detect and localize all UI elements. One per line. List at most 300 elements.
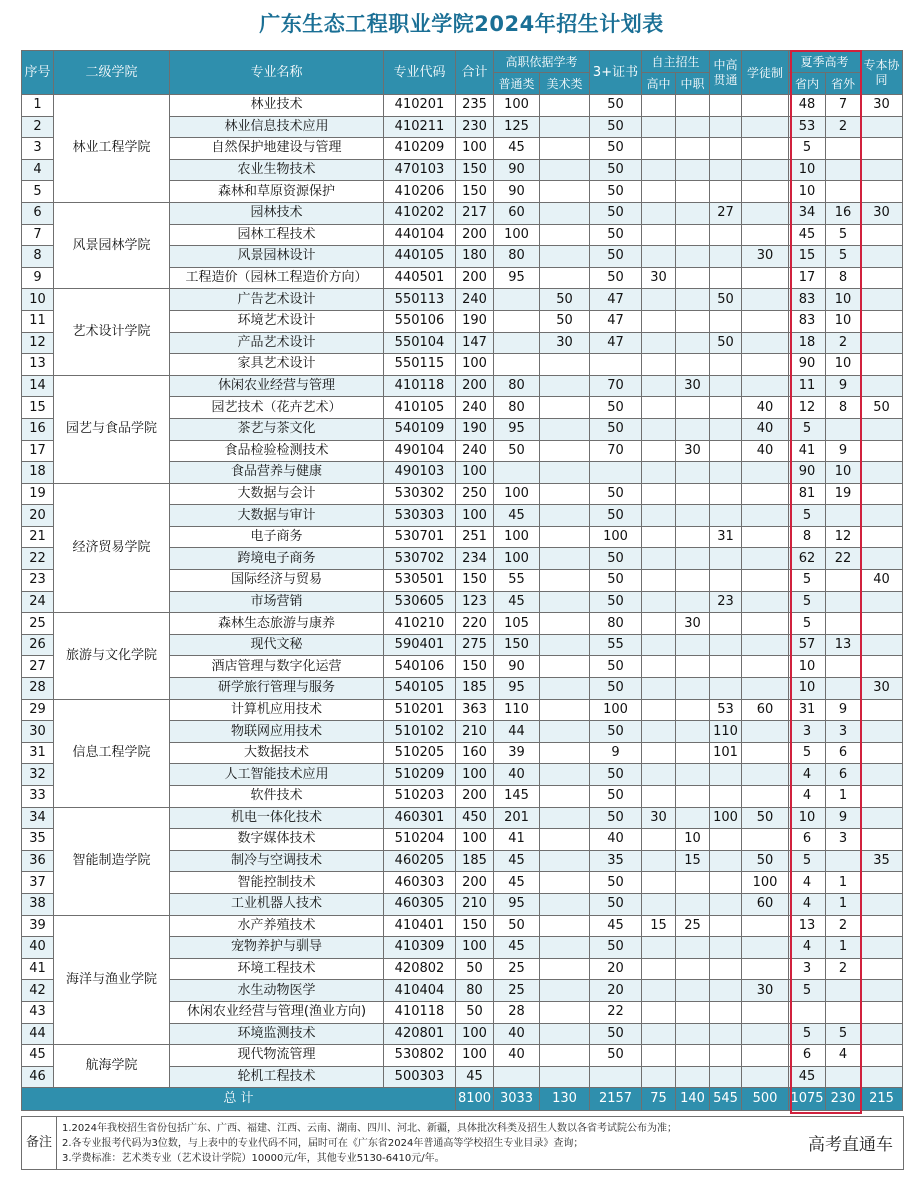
total-value: 130: [540, 1088, 590, 1111]
cell-major: 广告艺术设计: [170, 289, 384, 311]
cell-zizhu-gz: [642, 1023, 676, 1045]
header-xiaji-in: 省内: [789, 73, 826, 95]
cell-xiaji-out: 8: [826, 397, 861, 419]
cell-zizhu-gz: [642, 354, 676, 376]
cell-total: 150: [456, 656, 494, 678]
cell-zhuanben: [861, 548, 903, 570]
cell-total: 220: [456, 613, 494, 635]
cell-major: 休闲农业经营与管理: [170, 375, 384, 397]
cell-total: 200: [456, 267, 494, 289]
cell-xiaji-out: [826, 570, 861, 592]
cell-zhonggao: 23: [710, 591, 742, 613]
cell-zizhu-gz: [642, 937, 676, 959]
cell-zizhu-zz: [676, 742, 710, 764]
cell-zhonggao: 27: [710, 202, 742, 224]
cell-gkysk-normal: 80: [494, 375, 540, 397]
cell-zhuanben: 30: [861, 95, 903, 117]
total-value: 75: [642, 1088, 676, 1111]
cell-three-plus: 50: [590, 786, 642, 808]
cell-gkysk-normal: 201: [494, 807, 540, 829]
cell-gkysk-art: [540, 548, 590, 570]
cell-three-plus: [590, 354, 642, 376]
cell-zhonggao: [710, 937, 742, 959]
cell-code: 500303: [384, 1066, 456, 1088]
cell-gkysk-normal: 110: [494, 699, 540, 721]
cell-xiaji-out: 9: [826, 807, 861, 829]
cell-zizhu-gz: [642, 505, 676, 527]
cell-gkysk-art: [540, 202, 590, 224]
cell-gkysk-normal: [494, 332, 540, 354]
cell-xiaji-out: 6: [826, 742, 861, 764]
table-row: [22, 289, 903, 311]
cell-zizhu-zz: [676, 807, 710, 829]
cell-seq: 39: [22, 915, 54, 937]
cell-zizhu-gz: [642, 246, 676, 268]
cell-gkysk-normal: [494, 310, 540, 332]
cell-xuetu: 50: [742, 850, 789, 872]
cell-three-plus: 50: [590, 483, 642, 505]
header-xiaji-out: 省外: [826, 73, 861, 95]
cell-gkysk-art: [540, 483, 590, 505]
cell-xiaji-out: 1: [826, 786, 861, 808]
cell-zizhu-gz: [642, 159, 676, 181]
cell-total: 123: [456, 591, 494, 613]
cell-xiaji-in: 18: [789, 332, 826, 354]
cell-gkysk-normal: 95: [494, 267, 540, 289]
cell-zizhu-zz: [676, 570, 710, 592]
cell-xuetu: [742, 591, 789, 613]
college-cell: 海洋与渔业学院: [54, 915, 170, 1045]
cell-zhonggao: [710, 418, 742, 440]
cell-three-plus: 47: [590, 310, 642, 332]
cell-xuetu: [742, 1045, 789, 1067]
cell-zhuanben: [861, 1066, 903, 1088]
cell-xiaji-out: [826, 505, 861, 527]
cell-major: 电子商务: [170, 526, 384, 548]
cell-code: 410211: [384, 116, 456, 138]
notes-text: [62, 1121, 677, 1166]
cell-code: 410206: [384, 181, 456, 203]
header-total: 合计: [456, 51, 494, 95]
cell-zhonggao: 100: [710, 807, 742, 829]
cell-xiaji-out: [826, 418, 861, 440]
cell-seq: 16: [22, 418, 54, 440]
cell-xiaji-out: 13: [826, 634, 861, 656]
cell-gkysk-normal: 44: [494, 721, 540, 743]
cell-xuetu: [742, 1066, 789, 1088]
cell-three-plus: 50: [590, 1023, 642, 1045]
cell-zizhu-zz: [676, 548, 710, 570]
cell-gkysk-normal: 105: [494, 613, 540, 635]
cell-zizhu-gz: [642, 483, 676, 505]
cell-xuetu: [742, 202, 789, 224]
cell-code: 410404: [384, 980, 456, 1002]
cell-xiaji-out: 8: [826, 267, 861, 289]
cell-zhuanben: [861, 1045, 903, 1067]
cell-xiaji-in: 13: [789, 915, 826, 937]
cell-xiaji-out: [826, 613, 861, 635]
cell-xiaji-out: 10: [826, 310, 861, 332]
cell-zizhu-gz: [642, 1066, 676, 1088]
header-xuetu: 学徒制: [742, 51, 789, 95]
college-cell: 风景园林学院: [54, 202, 170, 288]
cell-zhuanben: [861, 613, 903, 635]
page-title: 广东生态工程职业学院2024年招生计划表: [259, 12, 664, 36]
cell-xuetu: [742, 332, 789, 354]
total-value: 1075: [789, 1088, 826, 1111]
cell-total: 210: [456, 721, 494, 743]
cell-total: 50: [456, 958, 494, 980]
cell-code: 510209: [384, 764, 456, 786]
cell-seq: 37: [22, 872, 54, 894]
header-college: 二级学院: [54, 51, 170, 95]
cell-zizhu-gz: [642, 116, 676, 138]
cell-gkysk-art: [540, 138, 590, 160]
cell-zhonggao: [710, 138, 742, 160]
cell-zizhu-zz: [676, 1045, 710, 1067]
cell-zizhu-zz: [676, 699, 710, 721]
cell-xiaji-out: 1: [826, 872, 861, 894]
cell-zhuanben: [861, 418, 903, 440]
cell-seq: 25: [22, 613, 54, 635]
cell-major: 制冷与空调技术: [170, 850, 384, 872]
cell-zizhu-gz: [642, 613, 676, 635]
cell-total: 250: [456, 483, 494, 505]
cell-code: 440501: [384, 267, 456, 289]
cell-zhuanben: 30: [861, 202, 903, 224]
cell-seq: 18: [22, 462, 54, 484]
cell-three-plus: 50: [590, 893, 642, 915]
cell-zhonggao: [710, 95, 742, 117]
cell-zizhu-gz: [642, 1045, 676, 1067]
cell-major: 计算机应用技术: [170, 699, 384, 721]
cell-xiaji-in: 5: [789, 570, 826, 592]
cell-three-plus: 50: [590, 159, 642, 181]
cell-gkysk-normal: [494, 462, 540, 484]
cell-gkysk-normal: 40: [494, 764, 540, 786]
cell-gkysk-normal: 50: [494, 440, 540, 462]
cell-three-plus: 40: [590, 829, 642, 851]
cell-xiaji-in: 53: [789, 116, 826, 138]
header-gkysk: 高职依据学考: [494, 51, 590, 73]
cell-major: 林业信息技术应用: [170, 116, 384, 138]
cell-xuetu: 30: [742, 246, 789, 268]
cell-zizhu-zz: [676, 224, 710, 246]
cell-code: 530701: [384, 526, 456, 548]
cell-xiaji-in: 48: [789, 95, 826, 117]
cell-gkysk-normal: 60: [494, 202, 540, 224]
cell-xiaji-in: 4: [789, 872, 826, 894]
cell-seq: 12: [22, 332, 54, 354]
cell-zizhu-gz: [642, 181, 676, 203]
cell-seq: 31: [22, 742, 54, 764]
cell-total: 185: [456, 850, 494, 872]
cell-zizhu-zz: [676, 1066, 710, 1088]
cell-zhonggao: [710, 570, 742, 592]
cell-code: 510102: [384, 721, 456, 743]
cell-three-plus: 50: [590, 246, 642, 268]
cell-zizhu-gz: [642, 591, 676, 613]
cell-xiaji-in: 4: [789, 764, 826, 786]
cell-zhonggao: 50: [710, 332, 742, 354]
cell-xuetu: 30: [742, 980, 789, 1002]
cell-gkysk-art: [540, 764, 590, 786]
cell-major: 森林和草原资源保护: [170, 181, 384, 203]
cell-three-plus: 47: [590, 289, 642, 311]
cell-gkysk-normal: 45: [494, 872, 540, 894]
cell-xuetu: [742, 1001, 789, 1023]
cell-zhuanben: [861, 483, 903, 505]
cell-total: 275: [456, 634, 494, 656]
cell-gkysk-art: [540, 397, 590, 419]
cell-major: 森林生态旅游与康养: [170, 613, 384, 635]
cell-code: 460303: [384, 872, 456, 894]
cell-zhuanben: [861, 1001, 903, 1023]
cell-total: 147: [456, 332, 494, 354]
cell-major: 物联网应用技术: [170, 721, 384, 743]
cell-three-plus: [590, 1066, 642, 1088]
cell-xuetu: [742, 526, 789, 548]
cell-gkysk-normal: 45: [494, 138, 540, 160]
cell-gkysk-art: [540, 354, 590, 376]
cell-zhuanben: [861, 375, 903, 397]
cell-three-plus: 50: [590, 267, 642, 289]
cell-zhonggao: [710, 462, 742, 484]
cell-three-plus: 45: [590, 915, 642, 937]
cell-zhonggao: [710, 872, 742, 894]
cell-seq: 43: [22, 1001, 54, 1023]
cell-xuetu: [742, 634, 789, 656]
cell-zhonggao: [710, 850, 742, 872]
cell-gkysk-art: [540, 958, 590, 980]
cell-total: 200: [456, 786, 494, 808]
cell-xiaji-out: 16: [826, 202, 861, 224]
cell-zhuanben: [861, 440, 903, 462]
cell-zizhu-gz: [642, 526, 676, 548]
cell-three-plus: 50: [590, 807, 642, 829]
cell-zizhu-gz: [642, 1001, 676, 1023]
cell-seq: 5: [22, 181, 54, 203]
cell-gkysk-art: 50: [540, 289, 590, 311]
cell-major: 自然保护地建设与管理: [170, 138, 384, 160]
cell-xiaji-in: 10: [789, 181, 826, 203]
cell-zhuanben: [861, 699, 903, 721]
cell-major: 园林工程技术: [170, 224, 384, 246]
cell-three-plus: 50: [590, 505, 642, 527]
cell-gkysk-art: [540, 1066, 590, 1088]
cell-gkysk-art: [540, 1023, 590, 1045]
cell-zhuanben: [861, 634, 903, 656]
cell-zhuanben: [861, 656, 903, 678]
cell-seq: 20: [22, 505, 54, 527]
cell-zizhu-gz: [642, 678, 676, 700]
cell-gkysk-art: [540, 1045, 590, 1067]
cell-major: 水产养殖技术: [170, 915, 384, 937]
cell-major: 研学旅行管理与服务: [170, 678, 384, 700]
cell-zizhu-zz: [676, 980, 710, 1002]
cell-seq: 22: [22, 548, 54, 570]
cell-zizhu-zz: [676, 1001, 710, 1023]
note-line: 3.学费标准：艺术类专业（艺术设计学院）10000元/年，其他专业5130-6410元/年。: [62, 1153, 445, 1164]
cell-gkysk-art: 50: [540, 310, 590, 332]
cell-total: 185: [456, 678, 494, 700]
cell-three-plus: 50: [590, 937, 642, 959]
cell-zizhu-gz: [642, 570, 676, 592]
cell-total: 251: [456, 526, 494, 548]
cell-major: 酒店管理与数字化运营: [170, 656, 384, 678]
cell-xuetu: [742, 181, 789, 203]
cell-three-plus: 35: [590, 850, 642, 872]
header-zizhu-gz: 高中: [642, 73, 676, 95]
cell-xiaji-in: 5: [789, 742, 826, 764]
cell-zizhu-zz: [676, 332, 710, 354]
cell-xiaji-out: 9: [826, 699, 861, 721]
cell-three-plus: 50: [590, 678, 642, 700]
cell-total: 235: [456, 95, 494, 117]
cell-zizhu-gz: [642, 721, 676, 743]
cell-three-plus: 50: [590, 764, 642, 786]
total-value: 215: [861, 1088, 903, 1111]
cell-major: 环境艺术设计: [170, 310, 384, 332]
table-row: [22, 807, 903, 829]
cell-total: 100: [456, 937, 494, 959]
cell-seq: 26: [22, 634, 54, 656]
college-cell: 智能制造学院: [54, 807, 170, 915]
cell-xuetu: [742, 915, 789, 937]
cell-zizhu-zz: [676, 116, 710, 138]
cell-gkysk-normal: 90: [494, 656, 540, 678]
cell-gkysk-normal: [494, 354, 540, 376]
cell-seq: 17: [22, 440, 54, 462]
cell-code: 460305: [384, 893, 456, 915]
cell-xuetu: [742, 742, 789, 764]
cell-gkysk-normal: 40: [494, 1023, 540, 1045]
cell-zhonggao: 31: [710, 526, 742, 548]
cell-gkysk-art: [540, 872, 590, 894]
cell-gkysk-art: [540, 95, 590, 117]
cell-zizhu-zz: [676, 656, 710, 678]
cell-gkysk-normal: 100: [494, 548, 540, 570]
cell-gkysk-art: [540, 721, 590, 743]
cell-zhonggao: [710, 246, 742, 268]
cell-gkysk-normal: 25: [494, 980, 540, 1002]
cell-code: 530605: [384, 591, 456, 613]
cell-zizhu-zz: [676, 138, 710, 160]
cell-xiaji-in: 83: [789, 289, 826, 311]
cell-zhuanben: [861, 354, 903, 376]
cell-major: 林业技术: [170, 95, 384, 117]
cell-zizhu-gz: [642, 375, 676, 397]
cell-zhuanben: [861, 505, 903, 527]
cell-three-plus: 50: [590, 397, 642, 419]
cell-gkysk-normal: 90: [494, 159, 540, 181]
cell-zizhu-zz: [676, 526, 710, 548]
cell-xiaji-out: [826, 159, 861, 181]
cell-gkysk-art: [540, 159, 590, 181]
cell-seq: 40: [22, 937, 54, 959]
note-line: 2.各专业报考代码为3位数，与上表中的专业代码不同，届时可在《广东省2024年普通高等学校招生专业目录》查询；: [62, 1138, 584, 1149]
cell-xiaji-in: 3: [789, 721, 826, 743]
cell-major: 水生动物医学: [170, 980, 384, 1002]
cell-major: 国际经济与贸易: [170, 570, 384, 592]
cell-major: 产品艺术设计: [170, 332, 384, 354]
cell-three-plus: 50: [590, 224, 642, 246]
cell-total: 240: [456, 397, 494, 419]
cell-three-plus: 50: [590, 591, 642, 613]
cell-zhuanben: [861, 937, 903, 959]
cell-xuetu: [742, 483, 789, 505]
cell-total: 100: [456, 505, 494, 527]
cell-three-plus: 100: [590, 526, 642, 548]
cell-seq: 7: [22, 224, 54, 246]
cell-code: 420801: [384, 1023, 456, 1045]
cell-major: 茶艺与茶文化: [170, 418, 384, 440]
cell-zizhu-zz: [676, 893, 710, 915]
cell-total: 190: [456, 418, 494, 440]
cell-zhonggao: 53: [710, 699, 742, 721]
cell-zizhu-gz: [642, 656, 676, 678]
cell-total: 100: [456, 1023, 494, 1045]
cell-major: 环境监测技术: [170, 1023, 384, 1045]
cell-xiaji-out: 9: [826, 375, 861, 397]
cell-zizhu-zz: [676, 505, 710, 527]
cell-zizhu-gz: [642, 95, 676, 117]
cell-gkysk-art: 30: [540, 332, 590, 354]
cell-gkysk-normal: [494, 1066, 540, 1088]
total-value: 500: [742, 1088, 789, 1111]
cell-three-plus: 50: [590, 656, 642, 678]
cell-seq: 1: [22, 95, 54, 117]
cell-gkysk-art: [540, 634, 590, 656]
cell-gkysk-art: [540, 505, 590, 527]
notes-section: [21, 1116, 904, 1170]
cell-xiaji-out: 2: [826, 958, 861, 980]
cell-total: 230: [456, 116, 494, 138]
cell-xuetu: [742, 138, 789, 160]
cell-code: 410118: [384, 1001, 456, 1023]
cell-xiaji-out: 4: [826, 1045, 861, 1067]
cell-total: 100: [456, 462, 494, 484]
cell-three-plus: 70: [590, 440, 642, 462]
cell-code: 440105: [384, 246, 456, 268]
cell-xuetu: [742, 375, 789, 397]
cell-total: 190: [456, 310, 494, 332]
cell-three-plus: 22: [590, 1001, 642, 1023]
cell-zizhu-gz: [642, 310, 676, 332]
cell-code: 550104: [384, 332, 456, 354]
cell-seq: 4: [22, 159, 54, 181]
cell-three-plus: 50: [590, 721, 642, 743]
cell-zhuanben: 50: [861, 397, 903, 419]
cell-zhuanben: [861, 289, 903, 311]
cell-total: 150: [456, 570, 494, 592]
cell-zizhu-zz: 30: [676, 613, 710, 635]
cell-total: 150: [456, 159, 494, 181]
cell-seq: 19: [22, 483, 54, 505]
cell-code: 510203: [384, 786, 456, 808]
cell-zhonggao: [710, 159, 742, 181]
cell-zizhu-gz: [642, 462, 676, 484]
cell-zizhu-gz: [642, 289, 676, 311]
cell-zizhu-zz: [676, 591, 710, 613]
cell-gkysk-normal: 145: [494, 786, 540, 808]
cell-zizhu-gz: [642, 202, 676, 224]
cell-xiaji-out: 10: [826, 462, 861, 484]
cell-gkysk-normal: 45: [494, 505, 540, 527]
cell-xuetu: [742, 656, 789, 678]
cell-zhuanben: 35: [861, 850, 903, 872]
cell-zhonggao: [710, 764, 742, 786]
